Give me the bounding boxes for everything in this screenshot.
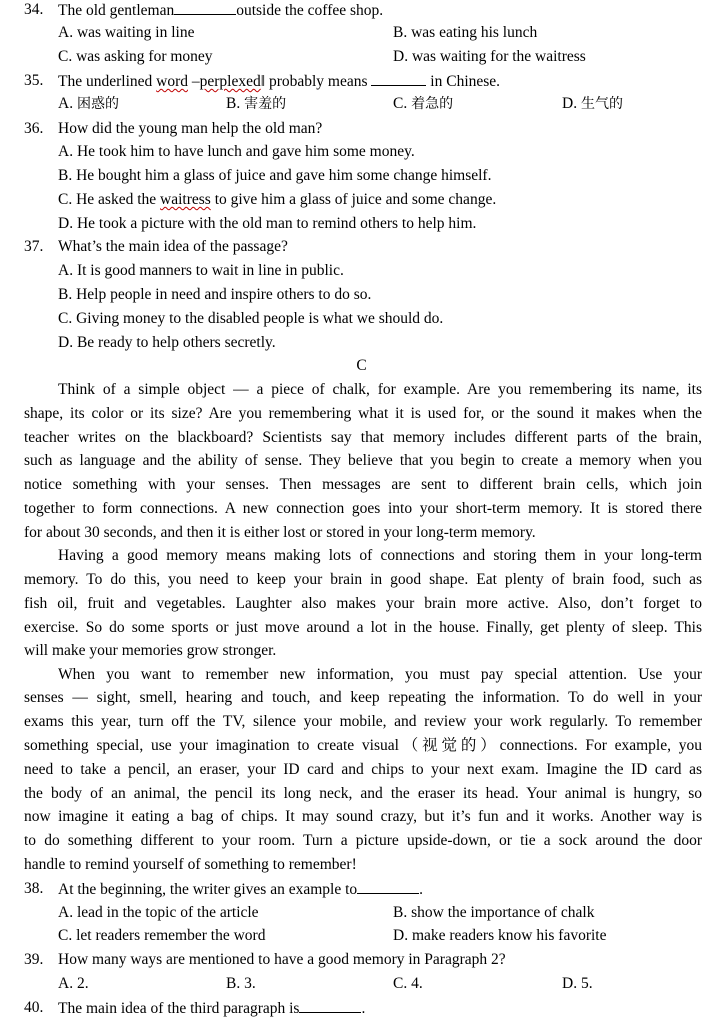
option-text: 着急的 xyxy=(411,96,454,112)
question-stem: How did the young man help the old man? xyxy=(58,120,323,137)
option-b: B. 3. xyxy=(226,975,256,992)
option-c: C. let readers remember the word xyxy=(58,927,266,944)
option-d: D. make readers know his favorite xyxy=(393,927,607,944)
option-d: D. He took a picture with the old man to remind others to help him. xyxy=(58,215,477,232)
passage-line: Think of a simple object — a piece of chalk, for example. Are you remembering its name, its xyxy=(58,381,702,398)
option-letter: B. xyxy=(226,95,241,112)
passage-line: fish oil, fruit and vegetables. Laughter also makes your brain more active. Also, don’t forget to xyxy=(24,595,702,612)
option-c xyxy=(58,192,496,208)
question-stem xyxy=(58,1000,365,1017)
passage-line: such as language and the ability of sense. They believe that you begin to create a memory when you xyxy=(24,452,702,469)
option-letter: D. xyxy=(562,95,578,112)
question-stem: What’s the main idea of the passage? xyxy=(58,238,288,255)
passage-line: together to form connections. A new connection goes into your short-term memory. It is stored there xyxy=(24,500,702,517)
question-number: 35. xyxy=(24,72,44,89)
passage-line: for about 30 seconds, and then it is either lost or stored in your long-term memory. xyxy=(24,524,536,541)
question-stem xyxy=(58,881,423,898)
option-letter: A. xyxy=(58,95,74,112)
option-d: D. was waiting for the waitress xyxy=(393,48,586,65)
option-a: A. 2. xyxy=(58,975,89,992)
question-number: 38. xyxy=(24,880,44,897)
section-label: C xyxy=(356,357,367,374)
passage-line: something special, use your imagination to create visual（视觉的）connections. For example, you xyxy=(24,737,702,754)
passage-line: handle to remind yourself of something to remember! xyxy=(24,856,357,873)
stem-text: The underlined xyxy=(58,73,157,90)
passage-line: will make your memories grow stronger. xyxy=(24,642,277,659)
option-a: A. He took him to have lunch and gave him some money. xyxy=(58,143,415,160)
option-d: D. Be ready to help others secretly. xyxy=(58,334,276,351)
underlined-word: waitress xyxy=(160,191,211,208)
option-text: 生气的 xyxy=(580,96,623,112)
question-number: 40. xyxy=(24,999,44,1016)
passage-line: Having a good memory means making lots of connections and storing them in your long-term xyxy=(58,547,702,564)
answer-blank xyxy=(357,881,419,894)
option-text: 害羞的 xyxy=(244,96,287,112)
answer-blank xyxy=(174,2,236,15)
passage-line: need to take a pencil, an eraser, your ID card and chips to your next exam. Imagine the ID card as xyxy=(24,761,702,778)
stem-text: in Chinese. xyxy=(430,73,501,90)
question-stem xyxy=(58,73,500,90)
passage-line: notice something with your senses. Then messages are sent to different brain cells, which join xyxy=(24,476,702,493)
passage-line: now imagine it eating a bag of chips. It may sound crazy, but it’s fun and it works. Another way is xyxy=(24,808,702,825)
option-text: to give him a glass of juice and some change. xyxy=(210,191,497,208)
option-a: A. lead in the topic of the article xyxy=(58,904,259,921)
option-letter: C. xyxy=(393,95,408,112)
question-number: 36. xyxy=(24,120,44,137)
option-d xyxy=(562,96,623,112)
option-a xyxy=(58,96,119,112)
stem-text: The old gentleman xyxy=(58,2,175,19)
stem-text: The main idea of the third paragraph is xyxy=(58,1000,300,1017)
passage-line: teacher writes on the blackboard? Scientists say that memory includes different parts of the brain, xyxy=(24,429,702,446)
option-c: C. Giving money to the disabled people is what we should do. xyxy=(58,310,444,327)
underlined-word: perplexed xyxy=(199,73,261,90)
answer-blank xyxy=(299,1000,361,1013)
answer-blank xyxy=(371,73,426,86)
stem-text: ‖ probably means xyxy=(260,73,368,90)
option-b: B. show the importance of chalk xyxy=(393,904,595,921)
question-stem xyxy=(58,2,383,19)
question-number: 39. xyxy=(24,951,44,968)
stem-text: . xyxy=(419,881,424,898)
option-b: B. Help people in need and inspire others to do so. xyxy=(58,286,372,303)
stem-text: – xyxy=(188,73,200,90)
option-b: B. was eating his lunch xyxy=(393,24,538,41)
option-c: C. 4. xyxy=(393,975,423,992)
question-number: 37. xyxy=(24,238,44,255)
question-stem: How many ways are mentioned to have a good memory in Paragraph 2? xyxy=(58,951,506,968)
stem-text: . xyxy=(361,1000,366,1017)
passage-line: senses — sight, smell, hearing and touch, and keep repeating the information. To do well in your xyxy=(24,689,702,706)
option-text: C. He asked the xyxy=(58,191,161,208)
option-b: B. He bought him a glass of juice and gave him some change himself. xyxy=(58,167,492,184)
passage-line: exercise. So do some sports or just move around a lot in the house. Finally, get plenty of sleep. This xyxy=(24,619,702,636)
option-c: C. was asking for money xyxy=(58,48,213,65)
option-b xyxy=(226,96,286,112)
passage-line: the body of an animal, the pencil its long neck, and the eraser its head. Your animal is hungry, so xyxy=(24,785,702,802)
stem-text: outside the coffee shop. xyxy=(236,2,384,19)
option-a: A. was waiting in line xyxy=(58,24,195,41)
passage-line: shape, its color or its size? Are you remembering what it is used for, or the sound it makes when the xyxy=(24,405,702,422)
option-d: D. 5. xyxy=(562,975,593,992)
passage-line: to do something different to your room. Turn a picture upside-down, or tie a sock around the door xyxy=(24,832,702,849)
question-number: 34. xyxy=(24,1,44,18)
stem-text: At the beginning, the writer gives an example to xyxy=(58,881,358,898)
passage-line: exams this year, turn off the TV, silence your mobile, and review your work regularly. To remember xyxy=(24,713,702,730)
option-a: A. It is good manners to wait in line in public. xyxy=(58,262,344,279)
option-text: 困惑的 xyxy=(76,96,119,112)
underlined-word: word xyxy=(156,73,188,90)
option-c xyxy=(393,96,453,112)
passage-line: memory. To do this, you need to keep your brain in good shape. Eat plenty of brain food, such as xyxy=(24,571,702,588)
passage-line: When you want to remember new information, you must pay special attention. Use your xyxy=(58,666,702,683)
